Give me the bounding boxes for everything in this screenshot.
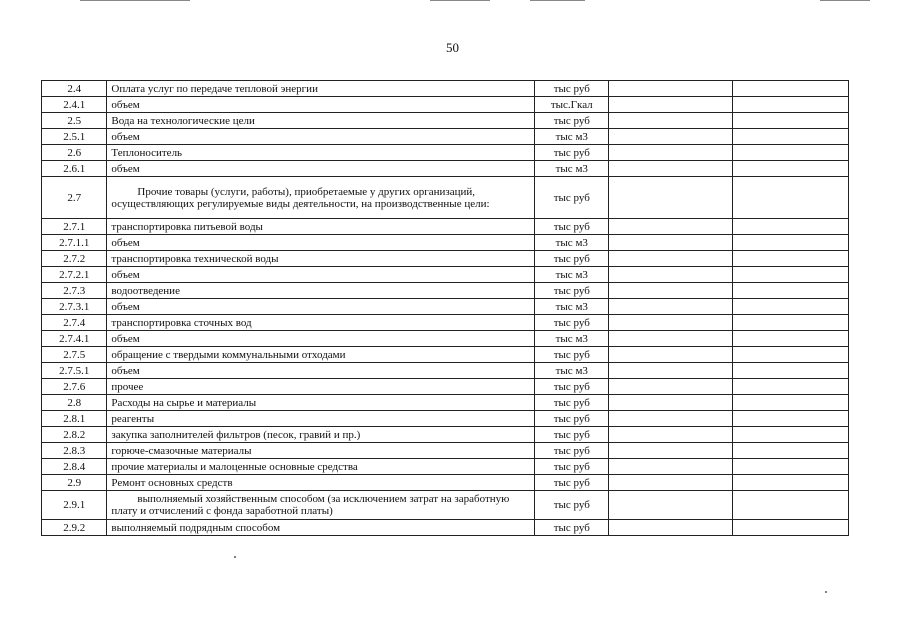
row-unit: тыс м3 [535,363,609,379]
row-unit: тыс руб [535,315,609,331]
row-unit: тыс м3 [535,299,609,315]
row-unit: тыс руб [535,491,609,520]
row-number: 2.7.4 [42,315,107,331]
row-number: 2.7.5 [42,347,107,363]
row-name: Ремонт основных средств [107,475,535,491]
row-unit: тыс руб [535,475,609,491]
value-cell [609,251,733,267]
row-number: 2.7.2.1 [42,267,107,283]
row-number: 2.7.6 [42,379,107,395]
value-cell [733,81,849,97]
value-cell [609,475,733,491]
row-number: 2.7.2 [42,251,107,267]
table-row [42,235,849,251]
expense-table [41,80,849,536]
row-number: 2.6.1 [42,161,107,177]
top-edge-line [530,0,585,1]
table-row [42,475,849,491]
row-number: 2.9.2 [42,520,107,536]
row-name: прочие материалы и малоценные основные средства [107,459,535,475]
row-unit: тыс руб [535,411,609,427]
table-row [42,177,849,219]
table-row [42,395,849,411]
row-unit: тыс м3 [535,331,609,347]
value-cell [733,129,849,145]
row-unit: тыс м3 [535,129,609,145]
row-number: 2.7.1 [42,219,107,235]
row-unit: тыс м3 [535,161,609,177]
value-cell [733,459,849,475]
row-unit: тыс руб [535,283,609,299]
value-cell [733,395,849,411]
value-cell [733,363,849,379]
row-number: 2.7.3 [42,283,107,299]
row-name: прочее [107,379,535,395]
value-cell [609,235,733,251]
value-cell [733,219,849,235]
value-cell [609,97,733,113]
row-name: объем [107,363,535,379]
row-number: 2.7.1.1 [42,235,107,251]
row-name: Теплоноситель [107,145,535,161]
value-cell [733,427,849,443]
value-cell [609,267,733,283]
row-name: объем [107,267,535,283]
row-unit: тыс руб [535,251,609,267]
row-number: 2.7.3.1 [42,299,107,315]
value-cell [733,475,849,491]
row-unit: тыс руб [535,443,609,459]
table-row [42,411,849,427]
row-unit: тыс руб [535,81,609,97]
top-edge-line [80,0,190,1]
row-name: объем [107,161,535,177]
row-unit: тыс руб [535,427,609,443]
row-name: объем [107,129,535,145]
row-number: 2.8.1 [42,411,107,427]
value-cell [609,491,733,520]
row-number: 2.7.4.1 [42,331,107,347]
value-cell [609,379,733,395]
row-unit: тыс руб [535,113,609,129]
row-number: 2.9 [42,475,107,491]
row-number: 2.7 [42,177,107,219]
value-cell [733,161,849,177]
value-cell [609,347,733,363]
value-cell [609,81,733,97]
row-name: реагенты [107,411,535,427]
row-name: Вода на технологические цели [107,113,535,129]
value-cell [609,113,733,129]
table-row [42,267,849,283]
value-cell [733,145,849,161]
value-cell [609,459,733,475]
value-cell [609,219,733,235]
value-cell [609,299,733,315]
table-row [42,443,849,459]
value-cell [733,299,849,315]
value-cell [609,411,733,427]
table-row [42,459,849,475]
table-row [42,331,849,347]
row-number: 2.8 [42,395,107,411]
value-cell [609,363,733,379]
row-unit: тыс руб [535,459,609,475]
value-cell [733,97,849,113]
value-cell [609,145,733,161]
table-row [42,81,849,97]
row-name: выполняемый подрядным способом [107,520,535,536]
row-unit: тыс руб [535,379,609,395]
table-row [42,427,849,443]
table-row [42,520,849,536]
value-cell [733,251,849,267]
row-name: объем [107,299,535,315]
value-cell [733,491,849,520]
table-row [42,113,849,129]
page-number: 50 [446,40,459,55]
row-number: 2.8.4 [42,459,107,475]
row-number: 2.5 [42,113,107,129]
value-cell [733,315,849,331]
row-name: объем [107,97,535,113]
value-cell [733,331,849,347]
row-unit: тыс руб [535,520,609,536]
table-row [42,283,849,299]
row-name: объем [107,331,535,347]
value-cell [733,347,849,363]
row-name: Расходы на сырье и материалы [107,395,535,411]
table-row [42,219,849,235]
scan-speck [234,556,236,558]
value-cell [733,267,849,283]
row-number: 2.7.5.1 [42,363,107,379]
row-name: транспортировка технической воды [107,251,535,267]
row-unit: тыс.Гкал [535,97,609,113]
table-row [42,251,849,267]
value-cell [733,411,849,427]
row-number: 2.8.2 [42,427,107,443]
row-number: 2.4 [42,81,107,97]
value-cell [733,520,849,536]
value-cell [733,113,849,129]
row-unit: тыс руб [535,219,609,235]
row-name: выполняемый хозяйственным способом (за исключением затрат на заработную плату и отчислений с фонда заработной платы) [107,491,535,520]
table-row [42,129,849,145]
row-name: Прочие товары (услуги, работы), приобретаемые у других организаций, осуществляющих регулируемые виды деятельности, на производственные цели: [107,177,535,219]
row-name: горюче-смазочные материалы [107,443,535,459]
table-row [42,299,849,315]
table-row [42,491,849,520]
row-name: закупка заполнителей фильтров (песок, гравий и пр.) [107,427,535,443]
value-cell [609,315,733,331]
row-number: 2.5.1 [42,129,107,145]
value-cell [609,395,733,411]
value-cell [609,129,733,145]
row-unit: тыс м3 [535,235,609,251]
top-edge-line [820,0,870,1]
table-row [42,363,849,379]
row-name: обращение с твердыми коммунальными отходами [107,347,535,363]
value-cell [609,161,733,177]
row-number: 2.8.3 [42,443,107,459]
value-cell [733,235,849,251]
table-row [42,315,849,331]
row-number: 2.9.1 [42,491,107,520]
row-name: Оплата услуг по передаче тепловой энергии [107,81,535,97]
table-row [42,161,849,177]
row-number: 2.4.1 [42,97,107,113]
row-name: водоотведение [107,283,535,299]
value-cell [609,443,733,459]
row-unit: тыс руб [535,395,609,411]
table-row [42,379,849,395]
row-name: транспортировка питьевой воды [107,219,535,235]
value-cell [609,283,733,299]
value-cell [733,443,849,459]
value-cell [733,283,849,299]
row-name: объем [107,235,535,251]
value-cell [609,427,733,443]
value-cell [733,379,849,395]
row-unit: тыс руб [535,347,609,363]
row-name: транспортировка сточных вод [107,315,535,331]
row-number: 2.6 [42,145,107,161]
row-unit: тыс руб [535,177,609,219]
table-row [42,97,849,113]
value-cell [609,520,733,536]
value-cell [609,331,733,347]
table-row [42,145,849,161]
row-unit: тыс м3 [535,267,609,283]
table-row [42,347,849,363]
scan-speck [825,591,827,593]
value-cell [609,177,733,219]
value-cell [733,177,849,219]
top-edge-line [430,0,490,1]
row-unit: тыс руб [535,145,609,161]
